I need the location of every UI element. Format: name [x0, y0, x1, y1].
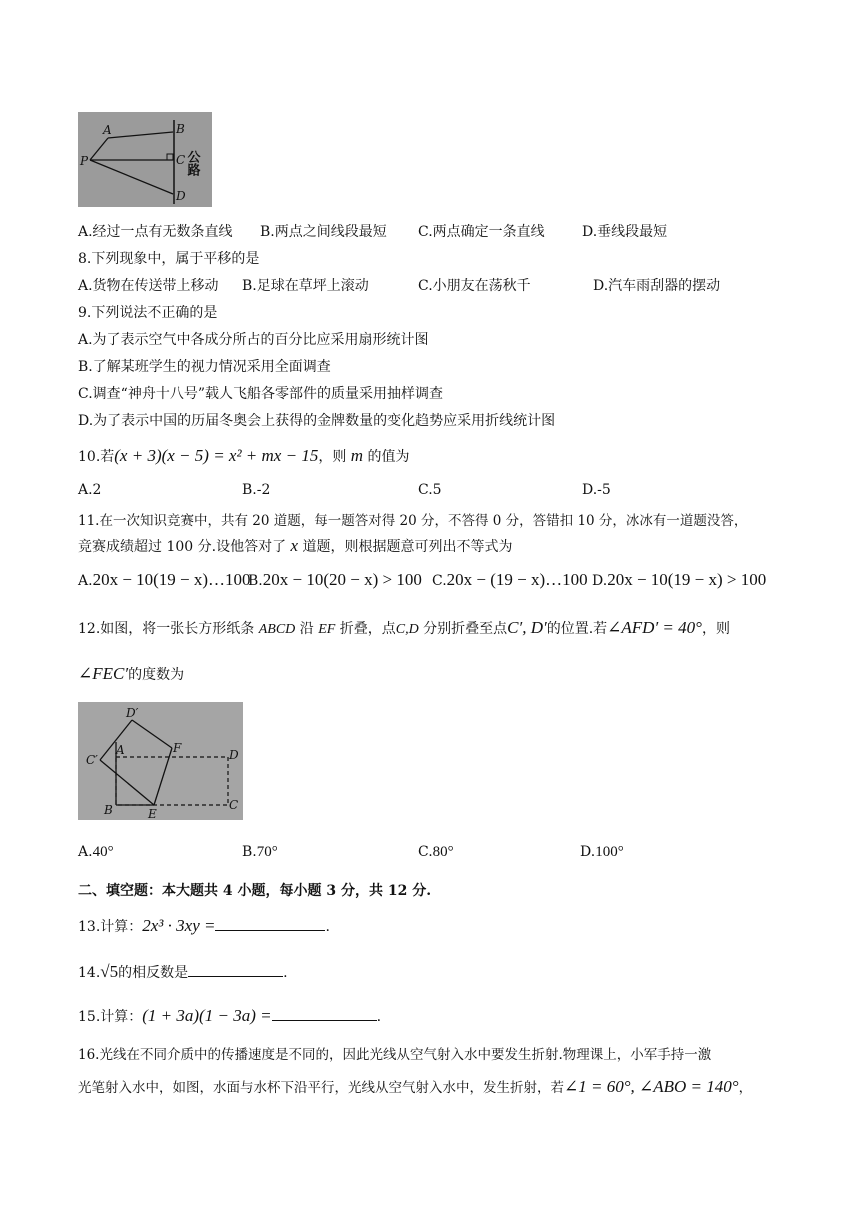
q15: [78, 1006, 381, 1026]
q11-line2-pre: 竞赛成绩超过 100 分.设他答对了: [78, 539, 287, 555]
q14-pre: 14.: [78, 965, 101, 981]
q10-option-c: C.5: [418, 482, 442, 498]
point-p-label: P: [80, 154, 89, 168]
q9-stem: 9.下列说法不正确的是: [78, 305, 218, 321]
point-b-label: B: [176, 122, 185, 136]
q9-option-a: A.为了表示空气中各成分所占的百分比应采用扇形统计图: [78, 332, 429, 348]
q11-option-d: [592, 570, 766, 590]
q12-cond: ∠AFD′ = 40°: [607, 618, 702, 637]
q12-option-d-value: 100°: [595, 844, 624, 860]
q9-option-b: B.了解某班学生的视力情况采用全面调查: [78, 359, 331, 375]
q14-mid: 的相反数是: [118, 965, 189, 981]
q11-option-c: [432, 570, 588, 590]
q13: [78, 916, 330, 936]
road-diagram-svg: [78, 112, 212, 207]
q15-pre: 15.计算：: [78, 1009, 143, 1025]
q8-stem: 8.下列现象中，属于平移的是: [78, 251, 260, 267]
q15-expr: (1 + 3a)(1 − 3a) =: [142, 1006, 272, 1025]
q11-option-a-expr: 20x − 10(19 − x)…100: [92, 570, 251, 589]
q14: [78, 962, 288, 982]
q11-var: x: [290, 536, 299, 555]
figure-road-diagram: [78, 112, 212, 207]
q8-option-d: D.汽车雨刮器的摆动: [593, 278, 721, 294]
q12-option-c: [418, 844, 454, 861]
point-e-label: E: [148, 807, 157, 820]
q12-line2: [78, 664, 184, 684]
q12-to: 分别折叠至点: [423, 621, 508, 637]
q11-line2: [78, 536, 513, 556]
q12-pre: 12.如图，将一张长方形纸条: [78, 621, 255, 637]
q16-line2-pre: 光笔射入水中，如图，水面与水杯下沿平行，光线从空气射入水中，发生折射，若: [78, 1080, 564, 1096]
q12-fold: 折叠，点: [339, 621, 396, 637]
q7-option-c: C.两点确定一条直线: [418, 224, 545, 240]
q12-option-b-label: B.: [242, 844, 257, 860]
q11-option-a-label: A.: [78, 573, 93, 589]
q12-option-b: [242, 844, 278, 861]
q11-line1: 11.在一次知识竞赛中，共有 20 道题，每一题答对得 20 分，不答得 0 分，答错扣 10 分，冰冰有一道题没答，: [78, 513, 748, 529]
point-f-label: F: [173, 741, 182, 755]
q12-option-c-label: C.: [418, 844, 433, 860]
q12-option-d-label: D.: [580, 844, 596, 860]
point-c1-label: C′: [86, 753, 98, 767]
q7-option-a: A.经过一点有无数条直线: [78, 224, 233, 240]
q12-angle: ∠FEC′: [78, 664, 129, 683]
q12-line1: [78, 618, 730, 638]
q12-option-a-value: 40°: [92, 844, 114, 860]
road-label: 公路: [184, 150, 200, 176]
q12-option-b-value: 70°: [256, 844, 278, 860]
q10-prefix: 10.若: [78, 449, 115, 465]
q14-expr: √5: [100, 962, 119, 981]
q12-along: 沿: [299, 621, 314, 637]
q8-option-b: B.足球在草坪上滚动: [242, 278, 369, 294]
q16-line2: [78, 1076, 752, 1097]
point-a-label-12: A: [116, 743, 125, 757]
q11-option-c-expr: 20x − (19 − x)…100: [446, 570, 588, 589]
q12-ef: EF: [318, 622, 336, 637]
q11-option-b-expr: 20x − 10(20 − x) > 100: [262, 570, 422, 589]
q7-option-b: B.两点之间线段最短: [260, 224, 387, 240]
q13-post: .: [325, 919, 330, 935]
q12-option-a: [78, 844, 114, 861]
q12-option-d: [580, 844, 624, 861]
q16-line2-post: ，: [738, 1080, 753, 1096]
point-d-label-12: D: [229, 748, 239, 762]
q12-pos: 的位置.若: [546, 621, 608, 637]
point-c-label: C: [176, 153, 186, 167]
q9-option-c: C.调查“神舟十八号”载人飞船各零部件的质量采用抽样调查: [78, 386, 443, 402]
q10-option-a: A.2: [78, 482, 102, 498]
section-2-title: 二、填空题：本大题共 4 小题，每小题 3 分，共 12 分.: [78, 883, 432, 899]
folded-strip-svg: [78, 702, 243, 820]
q12-option-c-value: 80°: [432, 844, 454, 860]
q11-option-b-label: B.: [248, 573, 263, 589]
q7-option-d: D.垂线段最短: [582, 224, 668, 240]
q13-answer-blank: [215, 916, 325, 931]
q10-option-d: D.-5: [582, 482, 611, 498]
q10-var: m: [350, 446, 364, 465]
q12-rect: ABCD: [258, 622, 296, 637]
q9-option-d: D.为了表示中国的历届冬奥会上获得的金牌数量的变化趋势应采用折线统计图: [78, 413, 556, 429]
figure-folded-strip: [78, 702, 243, 820]
q10-suffix: 的值为: [367, 449, 410, 465]
q10-option-b: B.-2: [242, 482, 271, 498]
q11-option-a: [78, 570, 251, 590]
q12-cd: C,D: [395, 622, 419, 637]
q10-middle: ，则: [318, 449, 347, 465]
point-b-label-12: B: [104, 803, 113, 817]
q8-option-a: A.货物在传送带上移动: [78, 278, 219, 294]
q10-stem: [78, 446, 410, 466]
q11-option-d-label: D.: [592, 573, 608, 589]
q13-expr: 2x³ · 3xy =: [142, 916, 216, 935]
q12-points: C′, D′: [507, 618, 547, 637]
q12-then: ，则: [701, 621, 730, 637]
q14-post: .: [283, 965, 288, 981]
point-a-label: A: [103, 123, 112, 137]
q10-equation: (x + 3)(x − 5) = x² + mx − 15: [114, 446, 319, 465]
q13-pre: 13.计算：: [78, 919, 143, 935]
point-c-label-12: C: [229, 798, 239, 812]
q14-answer-blank: [188, 962, 283, 977]
q8-option-c: C.小朋友在荡秋千: [418, 278, 531, 294]
q16-line1: 16.光线在不同介质中的传播速度是不同的，因此光线从空气射入水中要发生折射.物理课上，小军手持一激: [78, 1047, 712, 1063]
q16-expr: ∠1 = 60°, ∠ABO = 140°: [564, 1077, 739, 1096]
point-d1-label: D′: [126, 706, 139, 720]
q11-option-c-label: C.: [432, 573, 447, 589]
q11-option-d-expr: 20x − 10(19 − x) > 100: [607, 570, 767, 589]
q12-line2-post: 的度数为: [128, 667, 185, 683]
q11-option-b: [248, 570, 422, 590]
q12-option-a-label: A.: [78, 844, 93, 860]
point-d-label: D: [176, 189, 186, 203]
q11-line2-post: 道题，则根据题意可列出不等式为: [302, 539, 513, 555]
q15-post: .: [376, 1009, 382, 1025]
q15-answer-blank: [272, 1006, 377, 1021]
